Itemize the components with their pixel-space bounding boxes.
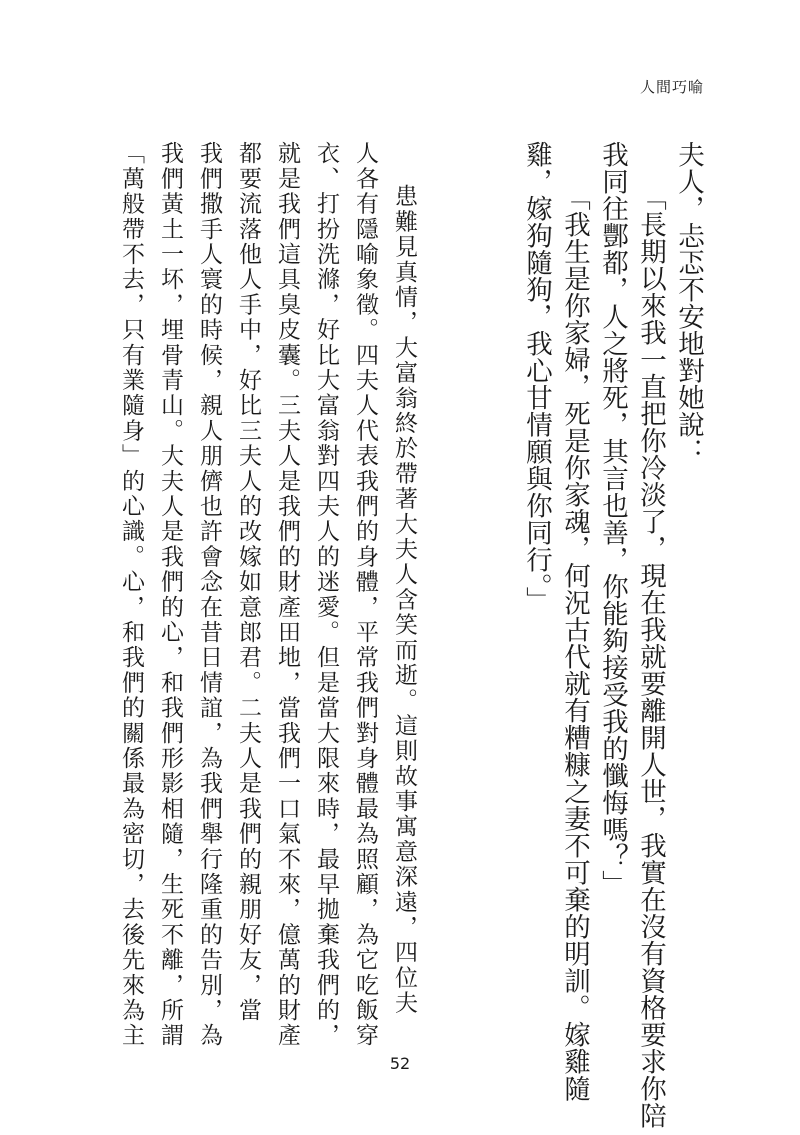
- dialogue-line-4: 「我生是你家婦，死是你家魂，何況古代就有糟糠之妻不可棄的明訓。嫁雞隨: [559, 184, 590, 1102]
- dialogue-line-5: 雞，嫁狗隨狗，我心甘情願與你同行。」: [521, 141, 552, 614]
- page-number: 52: [389, 1054, 411, 1073]
- dialogue-line-3: 我同往酆都，人之將死，其言也善，你能夠接受我的懺悔嗎？」: [597, 141, 628, 897]
- commentary-line-3: 衣、打扮洗滌，好比大富翁對四夫人的迷愛。但是當大限來時，最早拋棄我們的，: [313, 141, 339, 1049]
- commentary-line-2: 人各有隱喻象徵。四夫人代表我們的身體，平常我們對身體最為照顧，為它吃飯穿: [352, 141, 378, 1049]
- commentary-line-6: 我們撒手人寰的時候，親人朋儕也許會念在昔日情誼，為我們舉行隆重的告別，為: [196, 141, 222, 1049]
- commentary-line-8: 「萬般帶不去，只有業隨身」的心識。心，和我們的關係最為密切，去後先來為主: [118, 141, 144, 1049]
- commentary-line-1: 患難見真情，大富翁終於帶著大夫人含笑而逝。這則故事寓意深遠，四位夫: [391, 184, 417, 1016]
- commentary-line-5: 都要流落他人手中，好比三夫人的改嫁如意郎君。二夫人是我們的親朋好友，當: [235, 141, 261, 1023]
- dialogue-line-1: 夫人，忐忑不安地對她說：: [673, 141, 704, 465]
- commentary-line-4: 就是我們這具臭皮囊。三夫人是我們的財產田地，當我們一口氣不來，億萬的財產: [274, 141, 300, 1049]
- running-header: 人間巧喻: [639, 78, 704, 96]
- commentary-line-7: 我們黃土一坏，埋骨青山。大夫人是我們的心，和我們形影相隨，生死不離，所謂: [157, 141, 183, 1049]
- dialogue-line-2: 「長期以來我一直把你冷淡了，現在我就要離開人世，我實在沒有資格要求你陪: [635, 184, 666, 1129]
